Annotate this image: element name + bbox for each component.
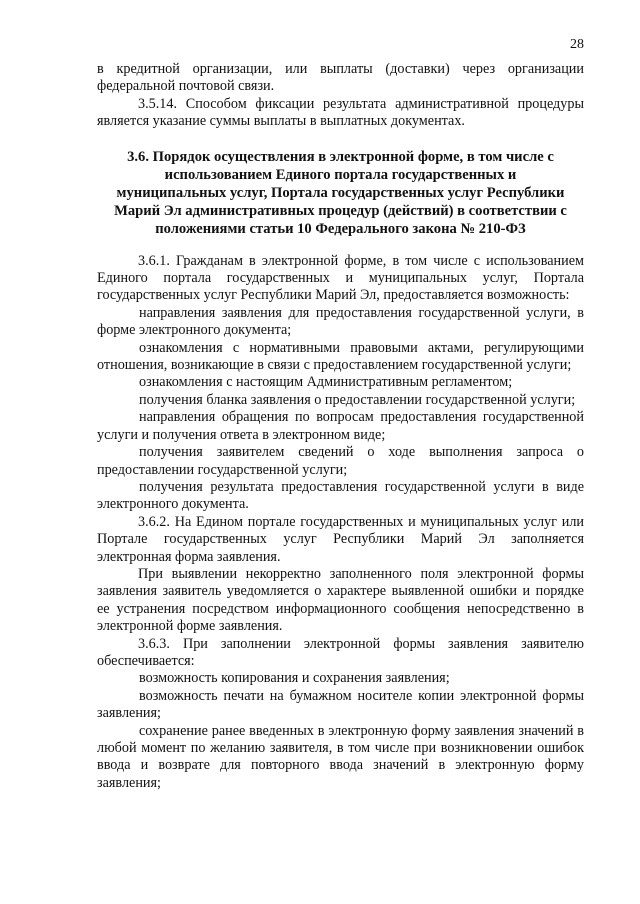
list-item: ознакомления с нормативными правовыми актами, регулирующими отношения, возникающие в связи с предоставлением государственной услуги; — [97, 339, 584, 374]
list-item: получения результата предоставления государственной услуги в виде электронного документа. — [97, 478, 584, 513]
list-item: получения бланка заявления о предоставлении государственной услуги; — [139, 391, 576, 408]
section-heading: 3.6. Порядок осуществления в электронной форме, в том числе с использованием Единого портала государственных и муниципальных услуг, Портала государственных услуг Республики Марий Эл административных процедур (действий) в соответствии с положениями статьи 10 Федерального закона № 210-ФЗ — [114, 148, 567, 237]
paragraph: в кредитной организации, или выплаты (доставки) через организации федеральной почтовой связи. — [97, 61, 584, 95]
list-item: получения заявителем сведений о ходе выполнения запроса о предоставлении государственной услуги; — [97, 444, 584, 478]
paragraph: 3.5.14. Способом фиксации результата административной процедуры является указание суммы выплаты в выплатных документах. — [97, 95, 584, 130]
document-body — [97, 61, 584, 792]
paragraph: При выявлении некорректно заполненного поля электронной формы заявления заявитель уведомляется о характере выявленной ошибки и порядке ее устранения посредством информационного сообщения непосредственно в электронной форме заявления. — [97, 565, 584, 635]
page-number: 28 — [570, 37, 584, 52]
paragraph: 3.6.3. При заполнении электронной формы заявления заявителю обеспечивается: — [97, 635, 584, 669]
list-item: ознакомления с настоящим Административным регламентом; — [139, 374, 513, 391]
paragraph: 3.6.1. Гражданам в электронной форме, в том числе с использованием Единого портала государственных и муниципальных услуг, Портала государственных услуг Республики Марий Эл, предоставляется возможность: — [97, 252, 584, 304]
list-item: направления обращения по вопросам предоставления государственной услуги и получения ответа в электронном виде; — [97, 409, 584, 443]
list-item: возможность печати на бумажном носителе копии электронной формы заявления; — [97, 687, 584, 722]
list-item: сохранение ранее введенных в электронную форму заявления значений в любой момент по желанию заявителя, в том числе при возникновении ошибок ввода и возврате для повторного ввода значений в электронную форму заявления; — [97, 722, 584, 791]
list-item: возможность копирования и сохранения заявления; — [139, 670, 450, 687]
list-item: направления заявления для предоставления государственной услуги, в форме электронного документа; — [97, 304, 584, 339]
paragraph: 3.6.2. На Едином портале государственных и муниципальных услуг или Портале государственных услуг Республики Марий Эл заполняется электронная форма заявления. — [97, 513, 584, 565]
